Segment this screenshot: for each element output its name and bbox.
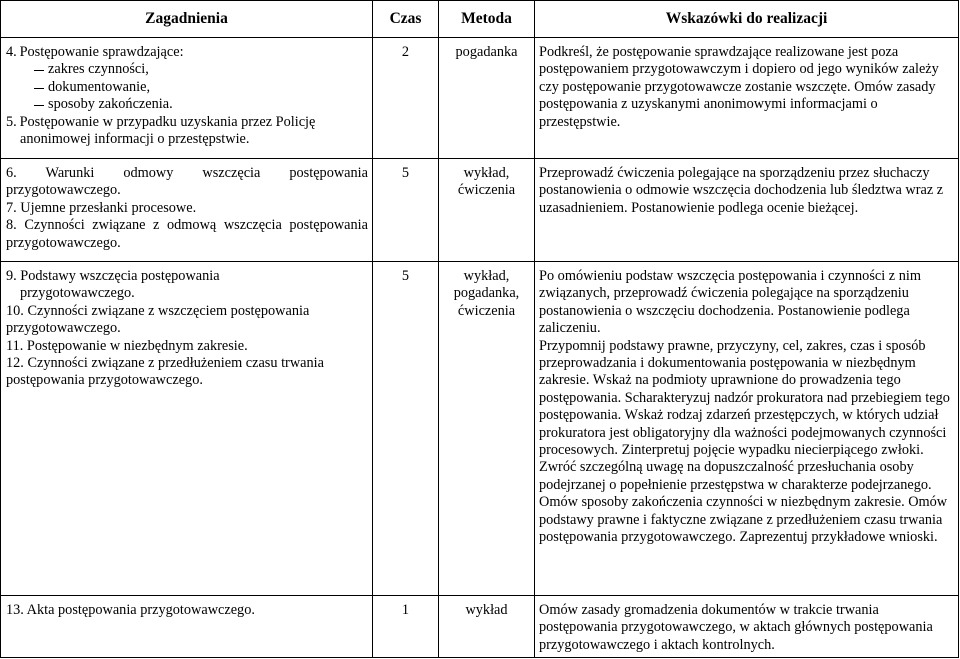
method-cell <box>439 262 535 596</box>
topic-item: 4. Postępowanie sprawdzające: <box>6 44 184 60</box>
header-method: Metoda <box>439 1 535 38</box>
header-topics: Zagadnienia <box>1 1 373 38</box>
header-guidelines: Wskazówki do realizacji <box>535 1 959 38</box>
guidelines-cell: Podkreśl, że postępowanie sprawdzające realizowane jest poza postępowaniem przygotowawczym i dopiero od jego wyników zależy czy postępowanie przygotowawcze zostanie wszczęte. Omów zasady postępowania z uzyskanymi anonimowymi informacjami o przestępstwie. <box>535 38 959 159</box>
time-cell: 1 <box>373 596 439 658</box>
header-row <box>1 1 959 38</box>
time-cell: 2 <box>373 38 439 159</box>
topic-item: 8. Czynności związane z odmową wszczęcia postępowania przygotowawczego. <box>6 217 368 251</box>
topic-item: 6. Warunki odmowy wszczęcia postępowania przygotowawczego. <box>6 165 368 199</box>
table-row <box>1 159 959 262</box>
table-row <box>1 38 959 159</box>
topics-cell <box>1 38 373 159</box>
method-line: wykład, <box>463 165 510 181</box>
topic-item: 7. Ujemne przesłanki procesowe. <box>6 199 197 216</box>
topic-item: 9. Podstawy wszczęcia postępowania <box>6 268 220 284</box>
topics-cell <box>1 159 373 262</box>
method-cell: pogadanka <box>439 38 535 159</box>
topics-cell <box>1 262 373 596</box>
guidelines-cell: Przeprowadź ćwiczenia polegające na sporządzeniu przez słuchaczy postanowienia o odmowie wszczęcia dochodzenia lub śledztwa wraz z uzasadnieniem. Postanowienie podlega ocenie bieżącej. <box>535 159 959 262</box>
method-cell <box>439 159 535 262</box>
guidelines-cell: Omów zasady gromadzenia dokumentów w trakcie trwania postępowania przygotowawczego, w aktach głównych postępowania przygotowawczego i aktach kontrolnych. <box>535 596 959 658</box>
header-time: Czas <box>373 1 439 38</box>
topic-item: 5. Postępowanie w przypadku uzyskania przez Policję <box>6 113 316 130</box>
topic-item: 12. Czynności związane z przedłużeniem czasu trwania postępowania przygotowawczego. <box>6 355 324 389</box>
topic-subitem: sposoby zakończenia. <box>30 96 368 113</box>
topic-item: 10. Czynności związane z wszczęciem postępowania przygotowawczego. <box>6 302 310 337</box>
topic-item-continuation: anonimowej informacji o przestępstwie. <box>20 131 250 148</box>
method-line: ćwiczenia <box>457 302 516 319</box>
time-cell: 5 <box>373 262 439 596</box>
method-line: ćwiczenia <box>457 182 516 199</box>
topics-cell: 13. Akta postępowania przygotowawczego. <box>1 596 373 658</box>
method-line: wykład, <box>463 268 510 284</box>
topic-item: 11. Postępowanie w niezbędnym zakresie. <box>6 337 248 354</box>
table-row <box>1 262 959 596</box>
guidelines-cell <box>535 262 959 596</box>
table-row <box>1 596 959 658</box>
method-cell: wykład <box>439 596 535 658</box>
guidelines-paragraph: Przypomnij podstawy prawne, przyczyny, cel, zakres, czas i sposób przeprowadzania i dokumentowania postępowania w niezbędnym zakresie. Wskaż na podmioty uprawnione do prowadzenia tego postępowania. Scharakteryzuj nadzór prokuratora nad przebiegiem tego postępowania. Wskaż rodzaj zdarzeń przestępczych, w których udział prokuratora jest obligatoryjny dla ważności podejmowanych czynności procesowych. Zinterpretuj pojęcie wypadku niecierpiącego zwłoki. Zwróć szczególną uwagę na dopuszczalność przesłuchania osoby podejrzanej o popełnienie przestępstwa w charakterze podejrzanego. Omów sposoby zakończenia czynności w niezbędnym zakresie. Omów podstawy prawne i faktyczne związane z przedłużeniem czasu trwania postępowania przygotowawczego. Zaprezentuj przykładowe wnioski. <box>539 337 950 546</box>
topic-subitem: zakres czynności, <box>30 61 368 78</box>
topic-subitem: dokumentowanie, <box>30 79 368 96</box>
guidelines-paragraph: Po omówieniu podstaw wszczęcia postępowania i czynności z nim związanych, przeprowadź ćwiczenia polegające na sporządzeniu postanowienia o wszczęciu dochodzenia. Postanowienie podlega zaliczeniu. <box>539 268 921 337</box>
topic-item-continuation: przygotowawczego. <box>20 285 135 302</box>
time-cell: 5 <box>373 159 439 262</box>
method-line: pogadanka, <box>453 285 520 302</box>
